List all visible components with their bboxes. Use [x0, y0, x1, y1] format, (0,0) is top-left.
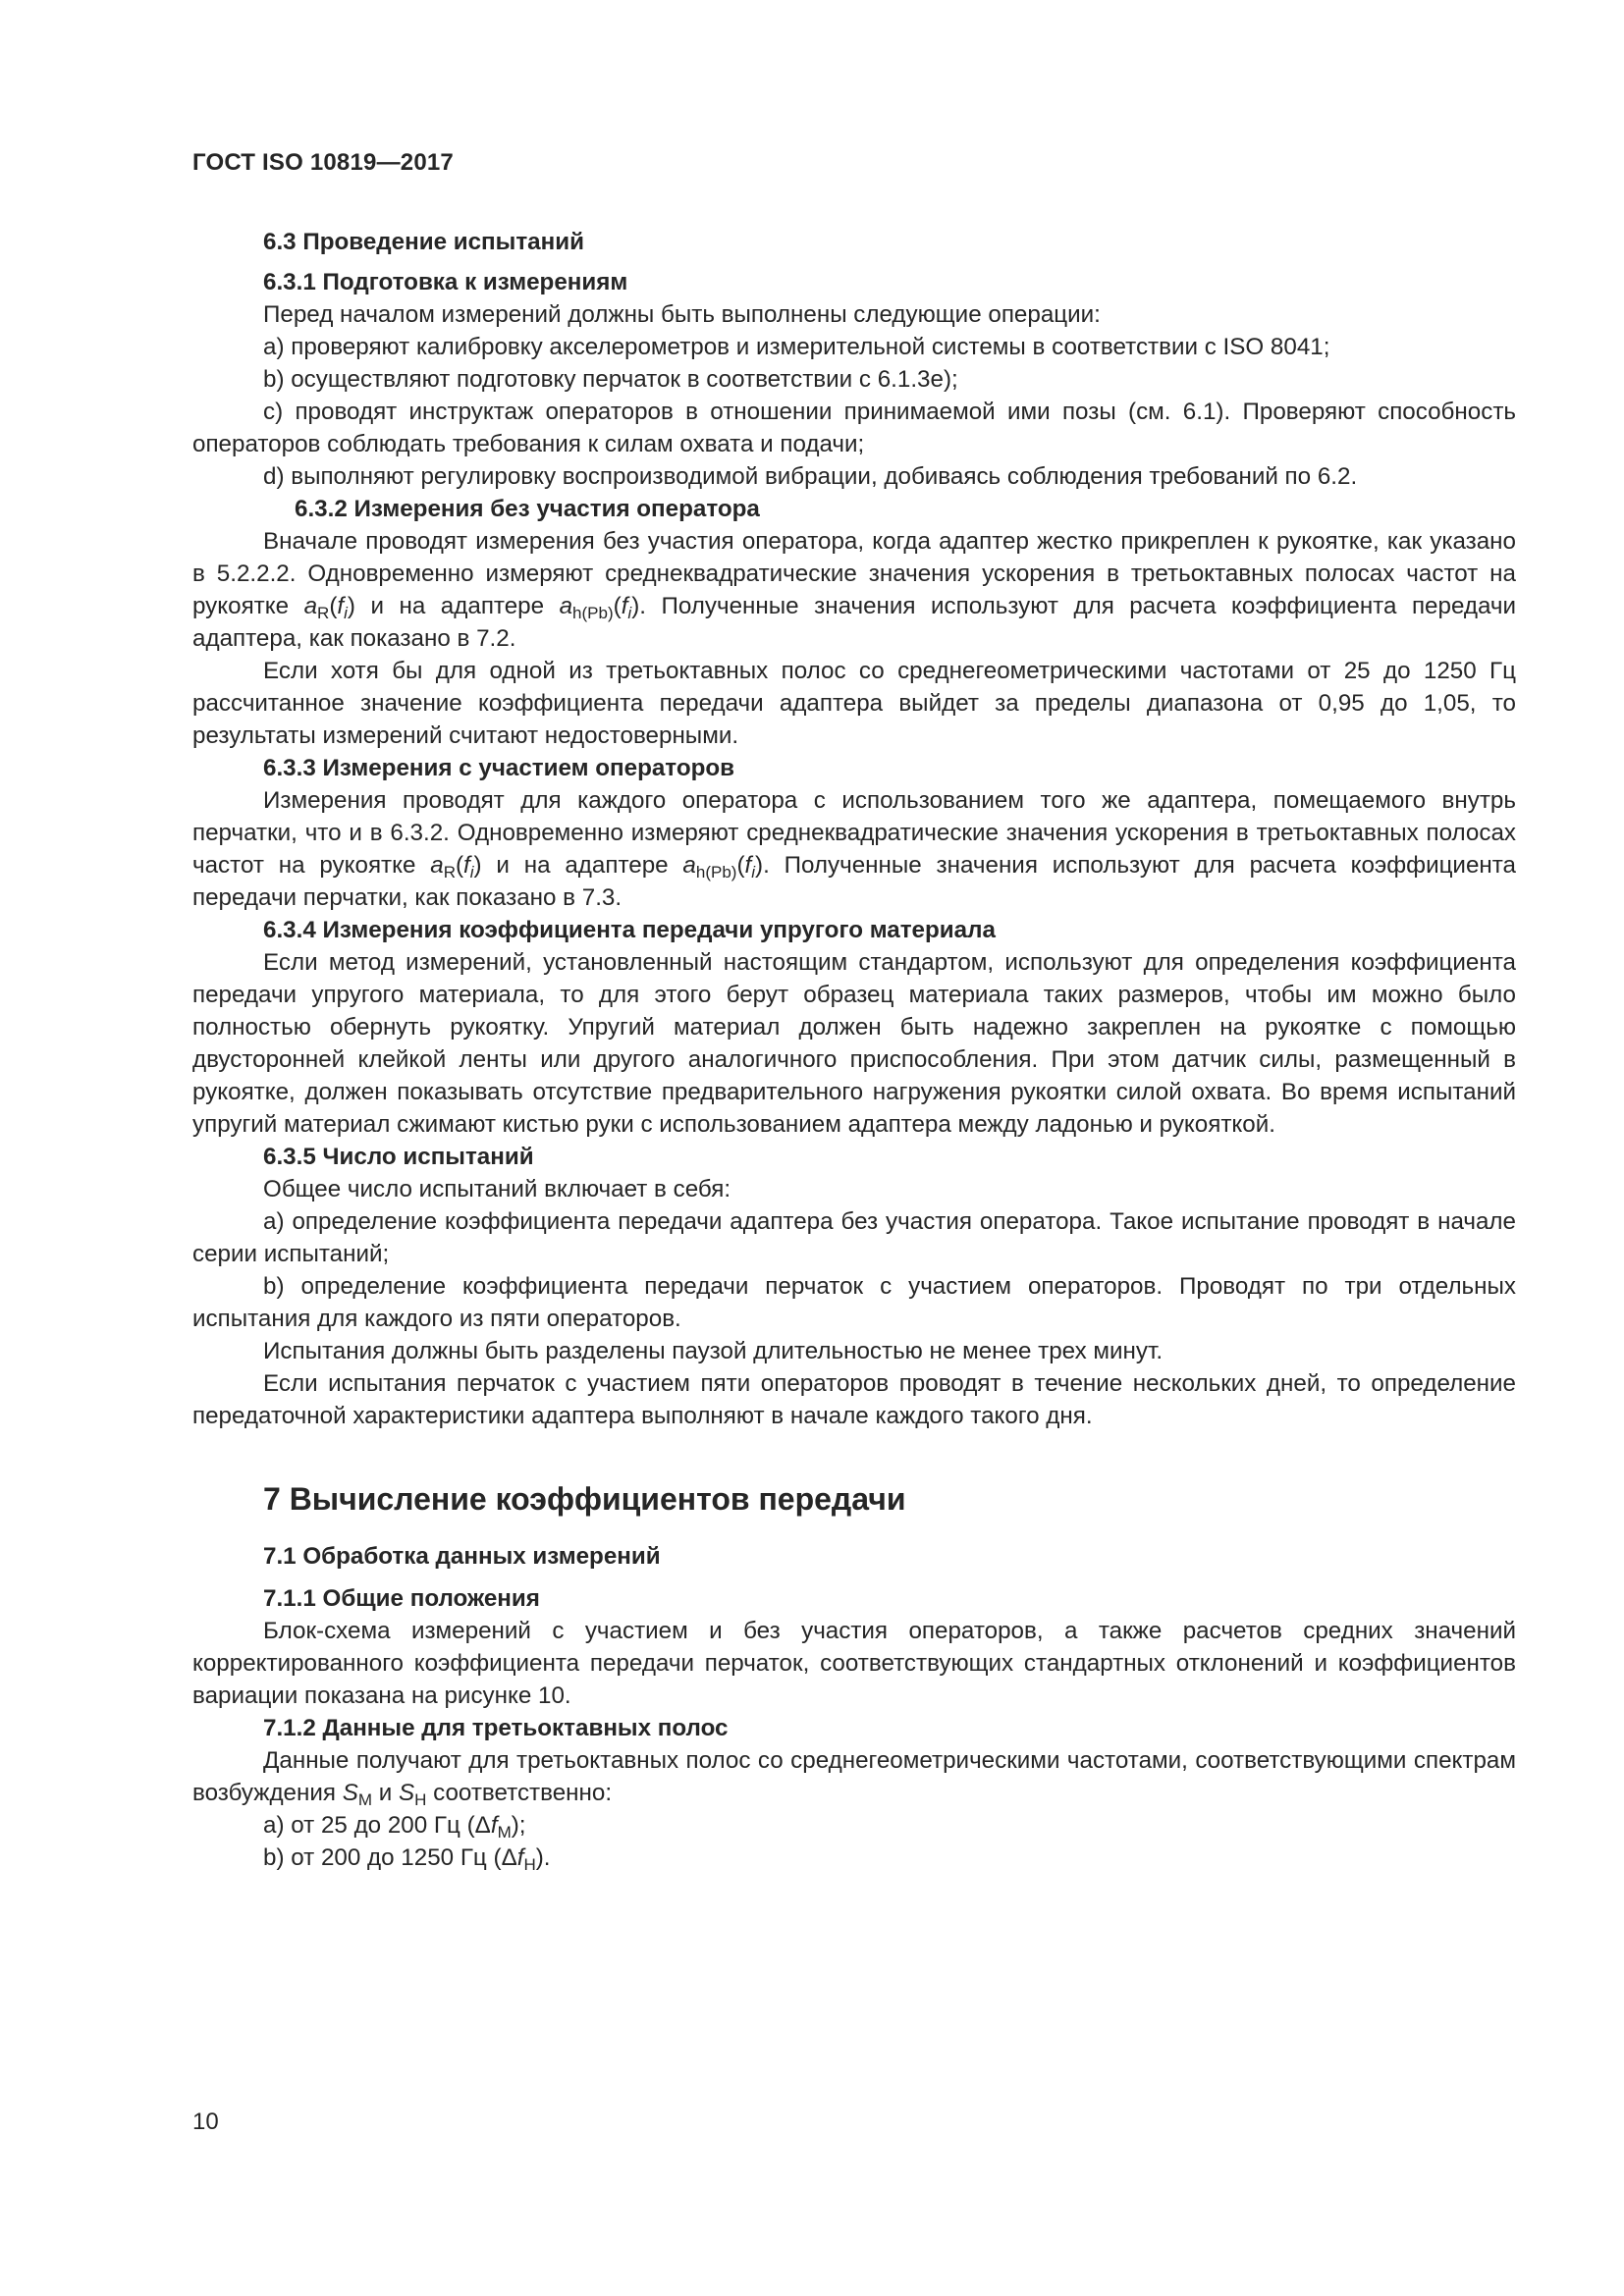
section-6-3-4-title: 6.3.4 Измерения коэффициента передачи упругого материала — [263, 917, 996, 943]
section-6-3-1-title: 6.3.1 Подготовка к измерениям — [263, 269, 628, 295]
section-7-1-2-title: 7.1.2 Данные для третьоктавных полос — [263, 1715, 729, 1741]
section-7-title: 7 Вычисление коэффициентов передачи — [263, 1481, 906, 1517]
paragraph: Измерения проводят для каждого оператора с использованием того же адаптера, помещаемого внутрь перчатки, что и в 6.3.2. Одновременно измеряют среднеквадратические значения ускорения в третьоктавных полосах частот на рукоятке $a_R(f_i)$ и на адаптере $a_{h(Pb)}(f_i)$. Полученные значения используют для расчета коэффициента передачи перчатки, как показано в 7.3. — [192, 787, 1517, 911]
paragraph: Если хотя бы для одной из третьоктавных полос со среднегеометрическими частотами от 25 до 1250 Гц рассчитанное значение коэффициента передачи адаптера выйдет за пределы диапазона от 0,95 до 1,05, то результаты измерений считают недостоверными. — [192, 658, 1516, 749]
list-item: b) от 200 до 1250 Гц $(\Delta f_H)$. — [263, 1844, 551, 1874]
paragraph: Блок-схема измерений с участием и без участия операторов, а также расчетов средних значений корректированного коэффициента передачи перчаток, соответствующих стандартных отклонений и коэффициентов вариации показана на рисунке 10. — [192, 1618, 1516, 1709]
paragraph: Общее число испытаний включает в себя: — [263, 1176, 731, 1202]
paragraph: Вначале проводят измерения без участия оператора, когда адаптер жестко прикреплен к рукоятке, как указано в 5.2.2.2. Одновременно измеряют среднеквадратические значения ускорения в третьоктавных полосах частот на рукоятке $a_R(f_i)$ и на адаптере $a_{h(Pb)}(f_i)$. Полученные значения используют для расчета коэффициента передачи адаптера, как показано в 7.2. — [192, 528, 1517, 652]
paragraph: Испытания должны быть разделены паузой длительностью не менее трех минут. — [263, 1338, 1164, 1364]
list-item: a) проверяют калибровку акселерометров и измерительной системы в соответствии с ISO 8041; — [263, 334, 1330, 360]
paragraph: Перед началом измерений должны быть выполнены следующие операции: — [263, 301, 1101, 328]
list-item: a) определение коэффициента передачи адаптера без участия оператора. Такое испытание проводят в начале серии испытаний; — [192, 1208, 1516, 1267]
paragraph: Если метод измерений, установленный настоящим стандартом, используют для определения коэффициента передачи упругого материала, то для этого берут образец материала таких размеров, чтобы им можно было полностью обернуть рукоятку. Упругий материал должен быть надежно закреплен на рукоятке с помощью двусторонней клейкой ленты или другого аналогичного приспособления. При этом датчик силы, размещенный в рукоятке, должен показывать отсутствие предварительного нагружения рукоятки силой охвата. Во время испытаний упругий материал сжимают кистью руки с использованием адаптера между ладонью и рукояткой. — [192, 949, 1516, 1138]
list-item: b) определение коэффициента передачи перчаток с участием операторов. Проводят по три отдельных испытания для каждого из пяти операторов. — [192, 1273, 1516, 1332]
list-item: b) осуществляют подготовку перчаток в соответствии с 6.1.3е); — [263, 366, 958, 393]
list-item: a) от 25 до 200 Гц $(\Delta f_M)$; — [263, 1812, 526, 1842]
paragraph: Если испытания перчаток с участием пяти операторов проводят в течение нескольких дней, то определение передаточной характеристики адаптера выполняют в начале каждого такого дня. — [192, 1370, 1516, 1429]
section-6-3-title: 6.3 Проведение испытаний — [263, 229, 584, 255]
section-6-3-2-title: 6.3.2 Измерения без участия оператора — [295, 496, 760, 522]
section-7-1-title: 7.1 Обработка данных измерений — [263, 1543, 661, 1570]
paragraph: Данные получают для третьоктавных полос со среднегеометрическими частотами, соответствующими спектрам возбуждения $S_M$ и $S_H$ соответственно: — [192, 1747, 1516, 1809]
section-7-1-1-title: 7.1.1 Общие положения — [263, 1585, 540, 1612]
list-item: d) выполняют регулировку воспроизводимой вибрации, добиваясь соблюдения требований по 6.2. — [263, 463, 1358, 490]
section-6-3-3-title: 6.3.3 Измерения с участием операторов — [263, 755, 735, 781]
list-item: c) проводят инструктаж операторов в отношении принимаемой ими позы (см. 6.1). Проверяют способность операторов соблюдать требования к силам охвата и подачи; — [192, 399, 1516, 457]
page-content — [192, 226, 1516, 1874]
page-number: 10 — [192, 2109, 219, 2135]
document-header: ГОСТ ISO 10819—2017 — [192, 149, 454, 176]
section-6-3-5-title: 6.3.5 Число испытаний — [263, 1144, 534, 1170]
